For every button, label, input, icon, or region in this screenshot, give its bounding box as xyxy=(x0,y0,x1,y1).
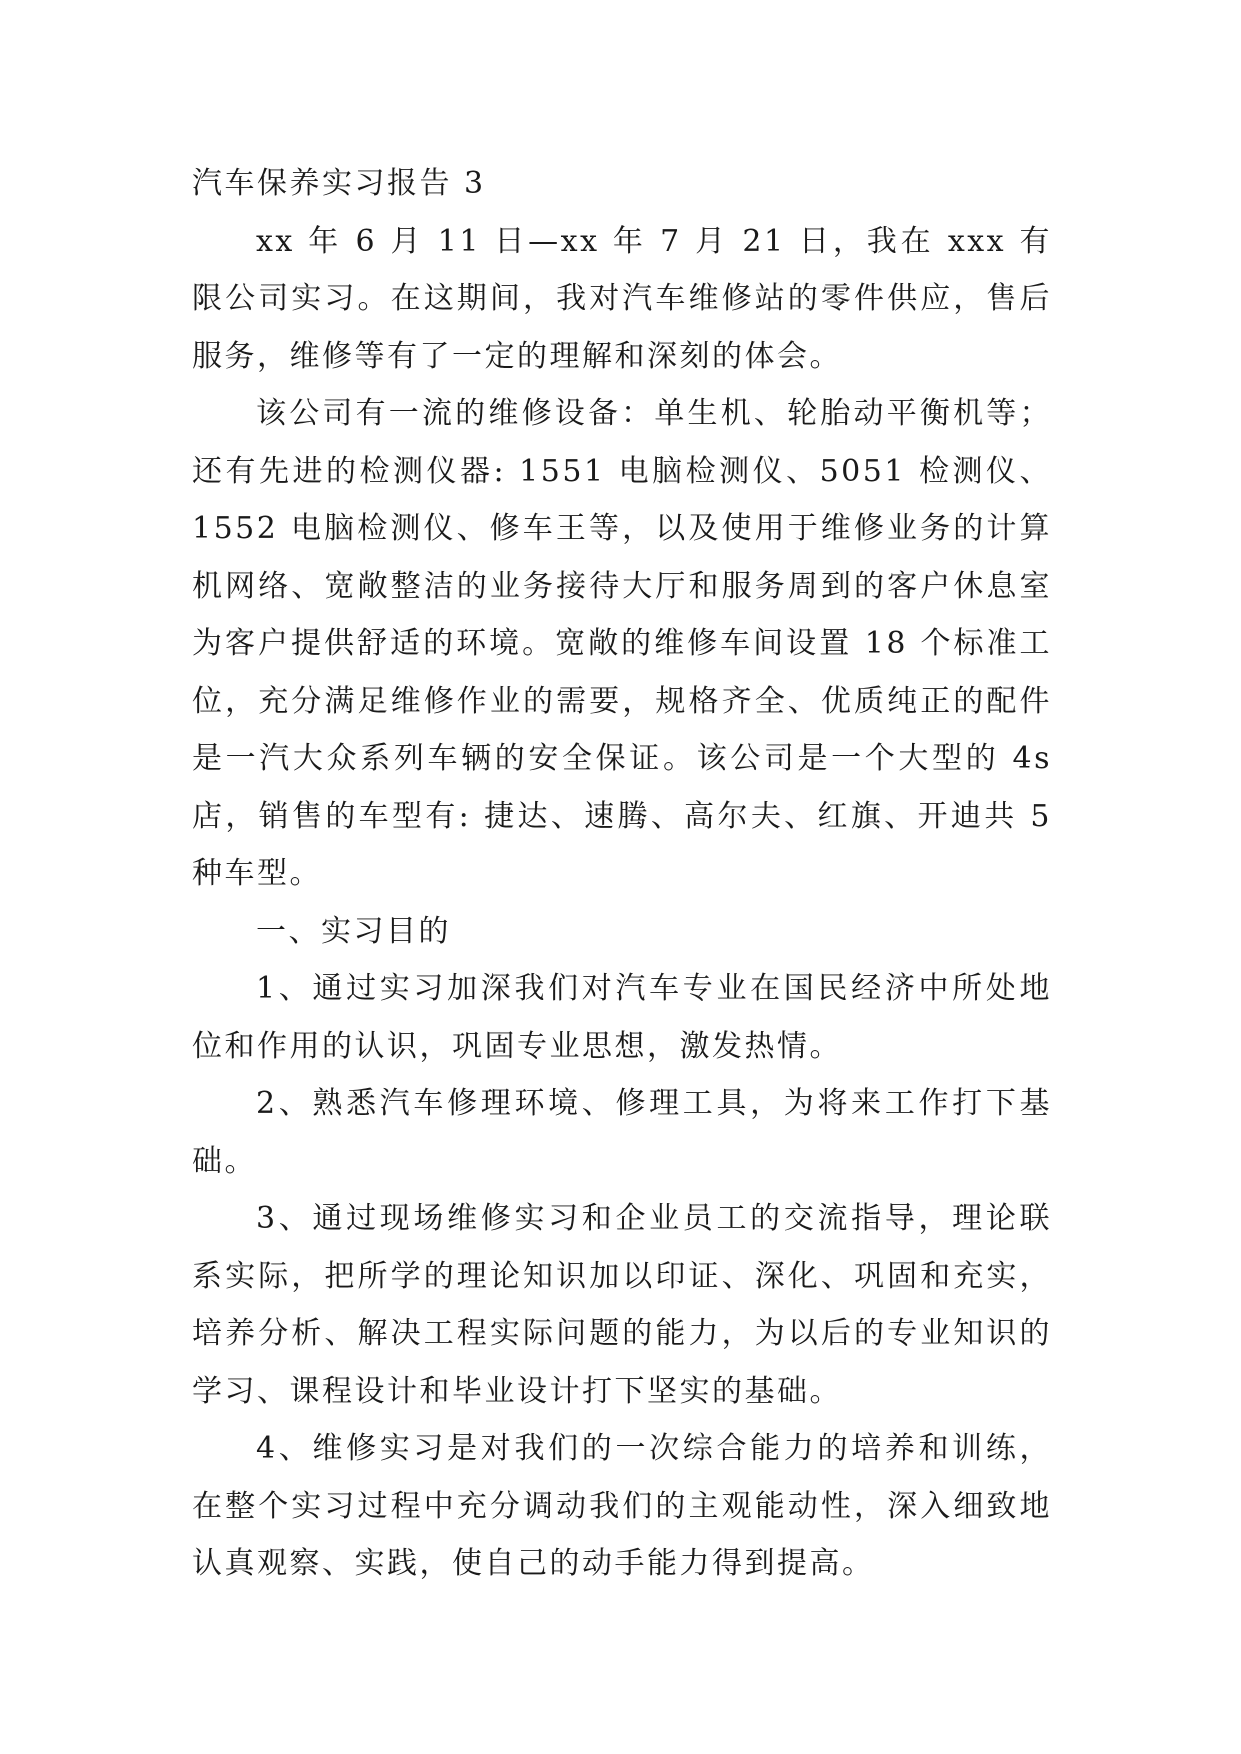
section-heading-purpose: 一、实习目的 xyxy=(256,913,451,949)
paragraph-purpose-4: 4、维修实习是对我们的一次综合能力的培养和训练，在整个实习过程中充分调动我们的主观能动性，深入细致地认真观察、实践，使自己的动手能力得到提高。 xyxy=(192,1431,1052,1581)
paragraph-purpose-2: 2、熟悉汽车修理环境、修理工具，为将来工作打下基础。 xyxy=(192,1086,1052,1179)
paragraph-purpose-1: 1、通过实习加深我们对汽车专业在国民经济中所处地位和作用的认识，巩固专业思想，激发热情。 xyxy=(192,971,1052,1064)
paragraph-purpose-3: 3、通过现场维修实习和企业员工的交流指导，理论联系实际，把所学的理论知识加以印证、深化、巩固和充实，培养分析、解决工程实际问题的能力，为以后的专业知识的学习、课程设计和毕业设计打下坚实的基础。 xyxy=(192,1201,1052,1409)
paragraph-company: 该公司有一流的维修设备：单生机、轮胎动平衡机等；还有先进的检测仪器: 1551 电脑检测仪、5051 检测仪、1552 电脑检测仪、修车王等，以及使用于维修业务的计算机网络、宽敞整洁的业务接待大厅和服务周到的客户休息室为客户提供舒适的环境。宽敞的维修车间设置 18 个标准工位，充分满足维修作业的需要，规格齐全、优质纯正的配件是一汽大众系列车辆的安全保证。该公司是一个大型的 4s 店，销售的车型有: 捷达、速腾、高尔夫、红旗、开迪共 5 种车型。 xyxy=(192,396,1052,891)
document-body xyxy=(192,155,1052,1593)
document-title: 汽车保养实习报告 3 xyxy=(192,166,486,201)
paragraph-intro: xx 年 6 月 11 日—xx 年 7 月 21 日，我在 xxx 有限公司实习。在这期间，我对汽车维修站的零件供应，售后服务，维修等有了一定的理解和深刻的体会。 xyxy=(192,223,1052,374)
